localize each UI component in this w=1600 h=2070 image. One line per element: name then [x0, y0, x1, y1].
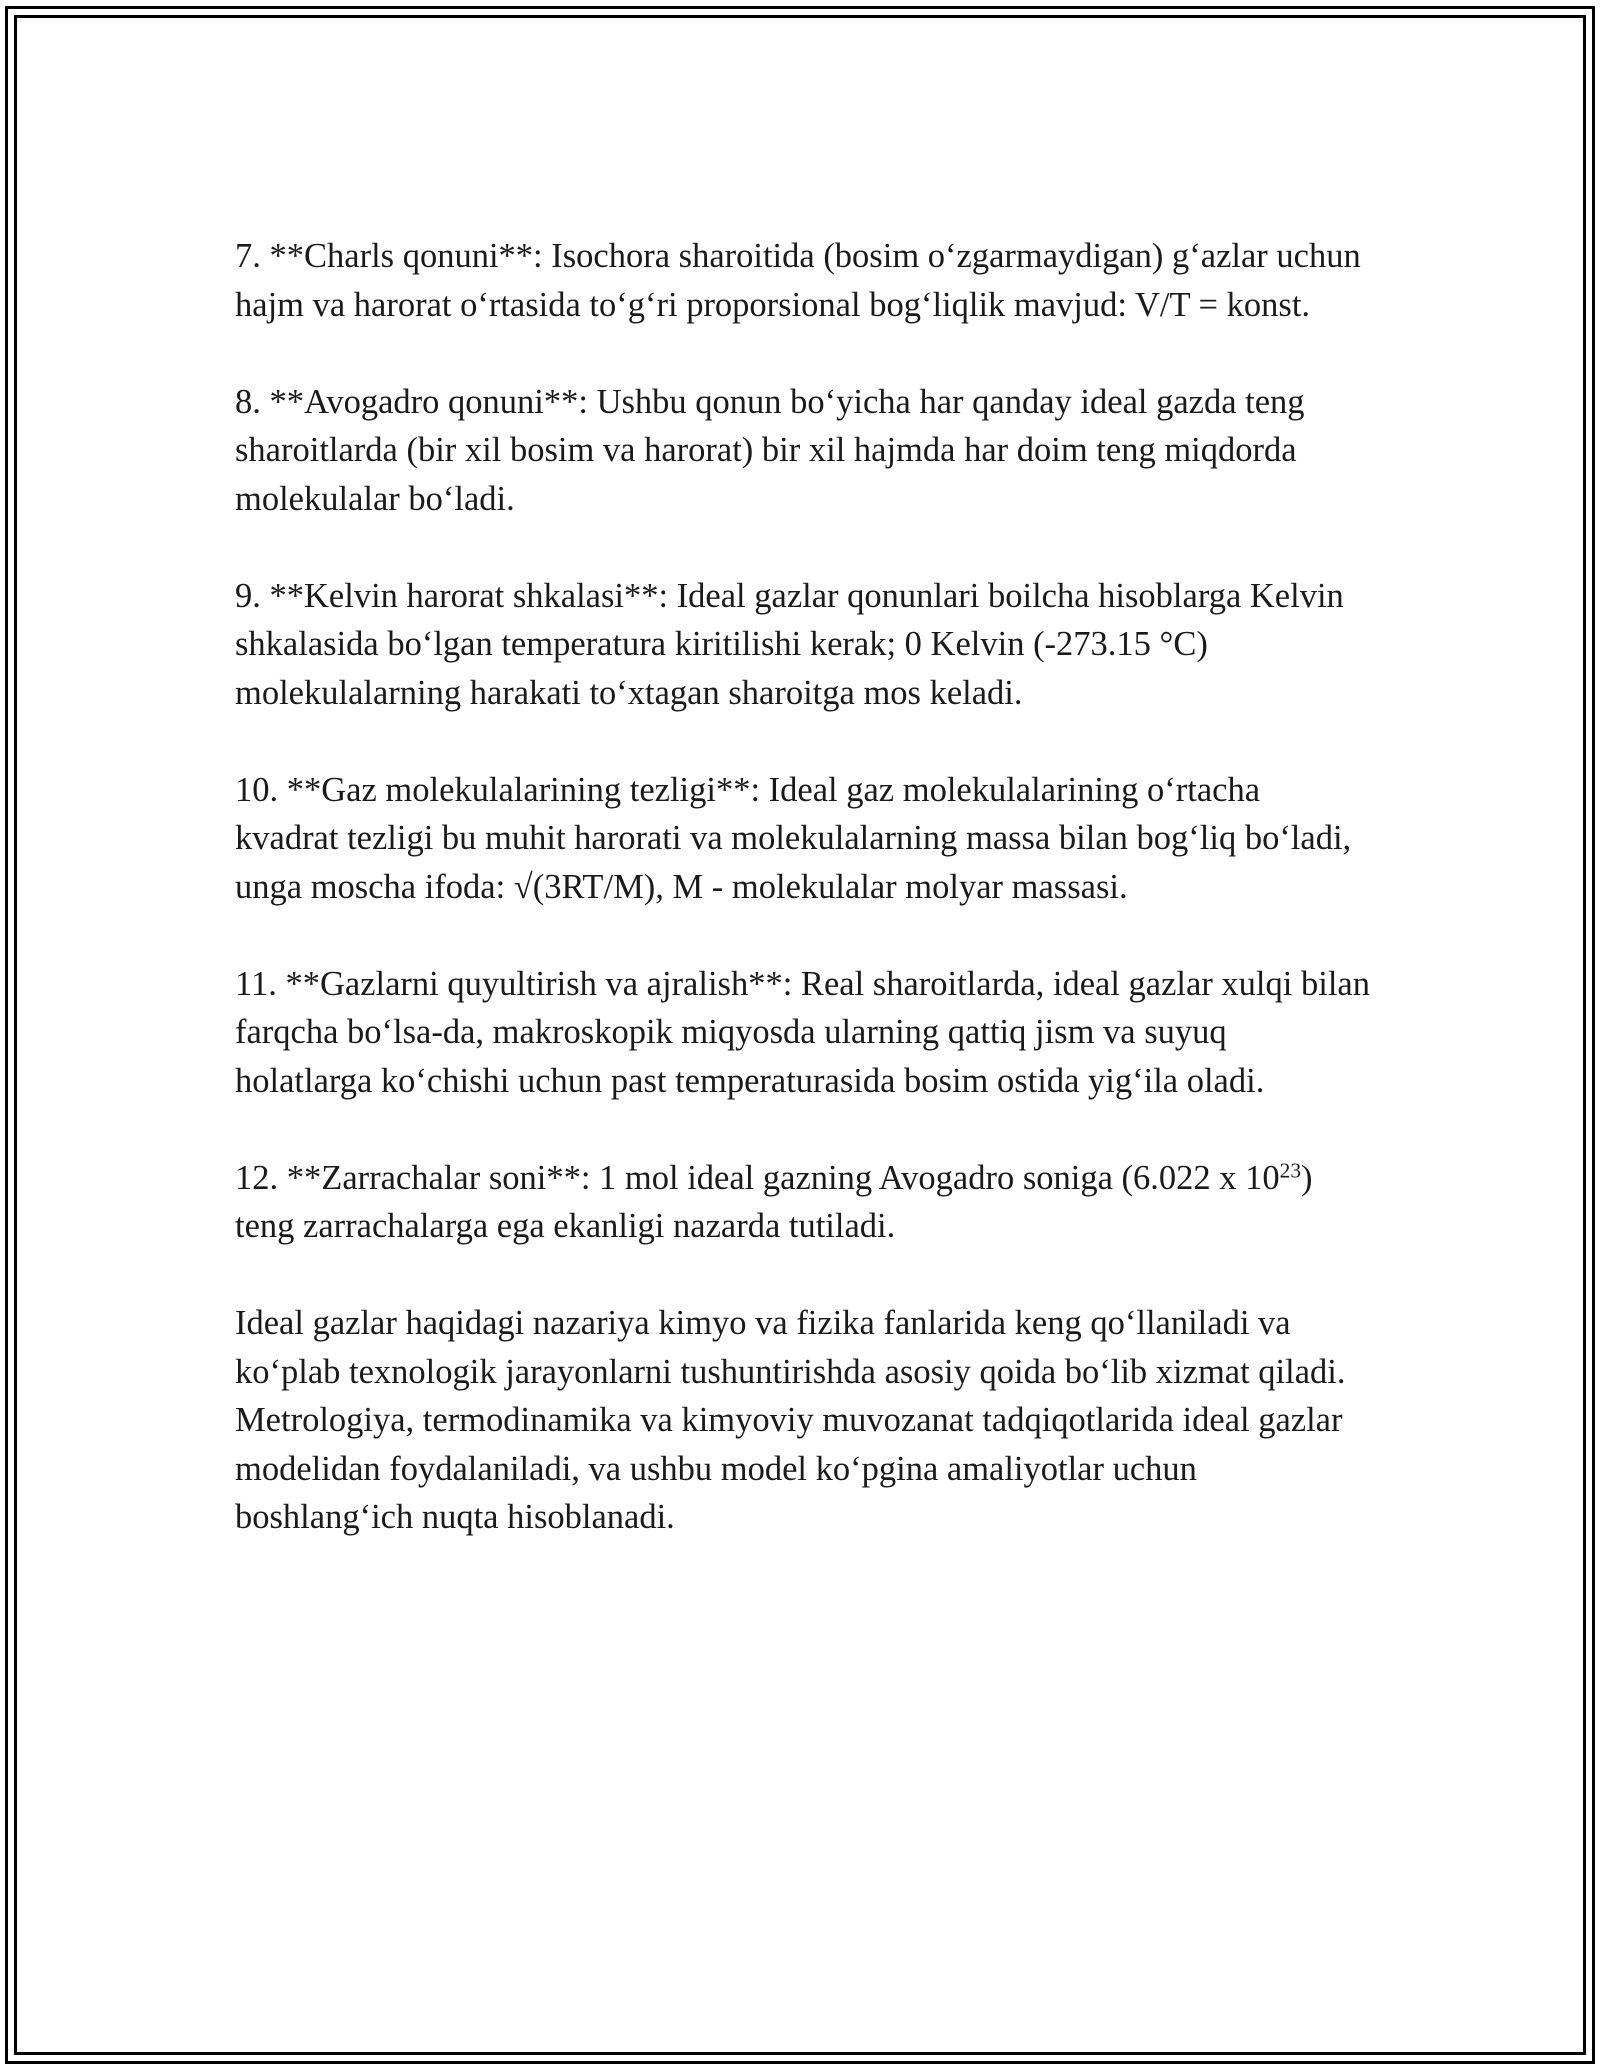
- avogadro-exponent: 23: [1279, 1157, 1302, 1182]
- paragraph-particle-count-text-start: 12. **Zarrachalar soni**: 1 mol ideal gazning Avogadro soniga (6.022 x 10: [235, 1158, 1280, 1197]
- paragraph-conclusion: Ideal gazlar haqidagi nazariya kimyo va fizika fanlarida keng qo‘llaniladi va ko‘plab texnologik jarayonlarni tushuntirishda asosiy qoida bo‘lib xizmat qiladi. Metrologiya, termodinamika va kimyoviy muvozanat tadqiqotlarida ideal gazlar modelidan foydalaniladi, va ushbu model ko‘pgina amaliyotlar uchun boshlang‘ich nuqta hisoblanadi.: [235, 1304, 1346, 1536]
- document-body: [235, 232, 1370, 1590]
- paragraph-particle-count-text-end: ) teng zarrachalarga ega ekanligi nazarda tutiladi.: [235, 1158, 1313, 1245]
- paragraph-molecule-speed: 10. **Gaz molekulalarining tezligi**: Ideal gaz molekulalarining o‘rtacha kvadrat tezligi bu muhit harorati va molekulalarning massa bilan bog‘liq bo‘ladi, unga moscha ifoda: √(3RT/M), M - molekulalar molyar massasi.: [235, 770, 1352, 906]
- paragraph-gas-liquefaction: 11. **Gazlarni quyultirish va ajralish**: Real sharoitlarda, ideal gazlar xulqi bilan farqcha bo‘lsa-da, makroskopik miqyosda ularning qattiq jism va suyuq holatlarga ko‘chishi uchun past temperaturasida bosim ostida yig‘ila oladi.: [235, 964, 1370, 1100]
- paragraph-kelvin-scale: 9. **Kelvin harorat shkalasi**: Ideal gazlar qonunlari boilcha hisoblarga Kelvin shkalasida bo‘lgan temperatura kiritilishi kerak; 0 Kelvin (-273.15 °C) molekulalarning harakati to‘xtagan sharoitga mos keladi.: [235, 576, 1344, 712]
- paragraph-particle-count: [235, 1154, 1370, 1251]
- paragraph-avogadro-law: 8. **Avogadro qonuni**: Ushbu qonun bo‘yicha har qanday ideal gazda teng sharoitlarda (bir xil bosim va harorat) bir xil hajmda har doim teng miqdorda molekulalar bo‘ladi.: [235, 382, 1305, 518]
- paragraph-charles-law: 7. **Charls qonuni**: Isochora sharoitida (bosim o‘zgarmaydigan) g‘azlar uchun hajm va harorat o‘rtasida to‘g‘ri proporsional bog‘liqlik mavjud: V/T = konst.: [235, 237, 1361, 324]
